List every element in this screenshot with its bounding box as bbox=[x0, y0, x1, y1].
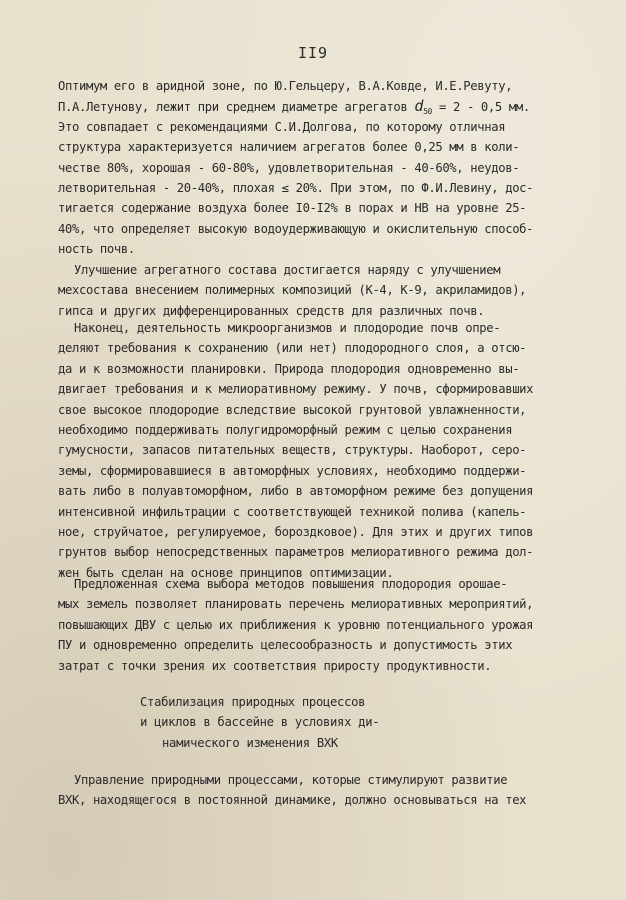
text-line: жен быть сделан на основе принципов оптимизации. bbox=[58, 565, 394, 580]
text-line: Предложенная схема выбора методов повышения плодородия орошае- bbox=[74, 577, 508, 591]
formula-subscript: 50 bbox=[423, 107, 433, 117]
heading-line: Стабилизация природных процессов bbox=[140, 695, 366, 709]
paragraph-microorganisms bbox=[58, 318, 596, 583]
paragraph-aggregate-improvement bbox=[58, 260, 596, 321]
paragraph-process-management bbox=[58, 770, 596, 811]
text-line: структура характеризуется наличием агрегатов более 0,25 мм в коли- bbox=[58, 140, 520, 155]
formula-value: = 2 - 0,5 мм. bbox=[432, 100, 530, 115]
text-line: грунтов выбор непосредственных параметров мелиоративного режима дол- bbox=[58, 545, 534, 560]
text-line: Управление природными процессами, которые стимулируют развитие bbox=[74, 773, 508, 787]
formula-variable: d bbox=[414, 97, 424, 116]
heading-line: намического изменения ВХК bbox=[162, 735, 338, 750]
text-line: гипса и других дифференцированных средств для различных почв. bbox=[58, 303, 485, 318]
text-line: свое высокое плодородие вследствие высокой грунтовой увлажненности, bbox=[58, 402, 527, 417]
section-heading bbox=[140, 692, 460, 753]
paragraph-proposed-scheme bbox=[58, 574, 596, 676]
page-number: II9 bbox=[297, 44, 329, 62]
text-line: Наконец, деятельность микроорганизмов и плодородие почв опре- bbox=[74, 321, 501, 335]
text-line: ное, струйчатое, регулируемое, бороздковое). Для этих и других типов bbox=[58, 524, 534, 539]
text-line: Улучшение агрегатного состава достигается наряду с улучшением bbox=[74, 263, 501, 277]
text-line: Это совпадает с рекомендациями С.И.Долгова, по которому отличная bbox=[58, 119, 506, 134]
text-line-formula bbox=[58, 96, 596, 116]
text-line: деляют требования к сохранению (или нет) плодородного слоя, а отсю- bbox=[58, 341, 527, 356]
text-line: двигает требования и к мелиоративному режиму. У почв, сформировавших bbox=[58, 382, 534, 397]
text-segment: П.А.Летунову, лежит при среднем диаметре агрегатов bbox=[58, 100, 408, 115]
paragraph-aggregates-optimum bbox=[58, 76, 596, 260]
text-line: мых земель позволяет планировать перечень мелиоративных мероприятий, bbox=[58, 597, 534, 612]
text-line: тигается содержание воздуха более I0-I2% в порах и НВ на уровне 25- bbox=[58, 201, 527, 216]
text-line: ность почв. bbox=[58, 242, 135, 257]
heading-line: и циклов в бассейне в условиях ди- bbox=[140, 715, 380, 730]
text-line: летворительная - 20-40%, плохая ≤ 20%. При этом, по Ф.И.Левину, дос- bbox=[58, 180, 534, 195]
text-line: Оптимум его в аридной зоне, по Ю.Гельцеру, В.А.Ковде, И.Е.Ревуту, bbox=[58, 79, 513, 93]
text-line: мехсостава внесением полимерных композиций (К-4, К-9, акриламидов), bbox=[58, 283, 527, 298]
text-line: ПУ и одновременно определить целесообразность и допустимость этих bbox=[58, 638, 513, 653]
text-line: необходимо поддерживать полугидроморфный режим с целью сохранения bbox=[58, 422, 513, 437]
text-line: интенсивной инфильтрации с соответствующей техникой полива (капель- bbox=[58, 504, 527, 519]
text-line: вать либо в полуавтоморфном, либо в автоморфном режиме без допущения bbox=[58, 484, 534, 499]
text-line: земы, сформировавшиеся в автоморфных условиях, необходимо поддержи- bbox=[58, 463, 527, 478]
text-line: 40%, что определяет высокую водоудерживающую и окислительную способ- bbox=[58, 221, 534, 236]
text-line: ВХК, находящегося в постоянной динамике, должно основываться на тех bbox=[58, 793, 527, 808]
text-line: да и к возможности планировки. Природа плодородия одновременно вы- bbox=[58, 361, 520, 376]
text-line: честве 80%, хорошая - 60-80%, удовлетворительная - 40-60%, неудов- bbox=[58, 160, 520, 175]
text-line: гумусности, запасов питательных веществ, структуры. Наоборот, серо- bbox=[58, 443, 527, 458]
text-line: затрат с точки зрения их соответствия приросту продуктивности. bbox=[58, 658, 492, 673]
text-line: повышающих ДВУ с целью их приближения к уровню потенциального урожая bbox=[58, 617, 534, 632]
